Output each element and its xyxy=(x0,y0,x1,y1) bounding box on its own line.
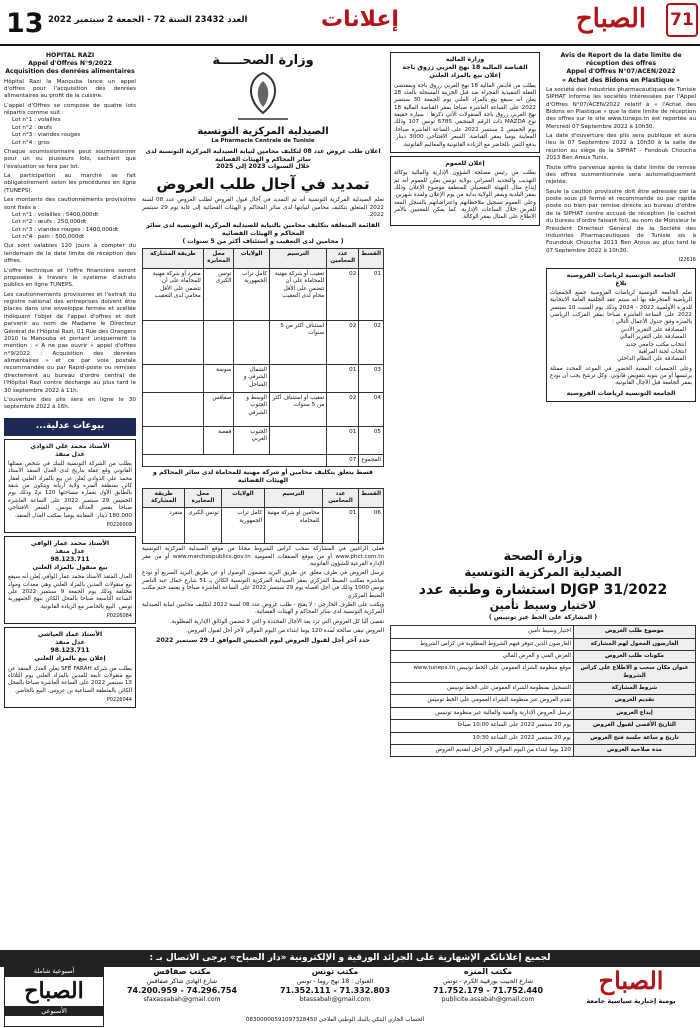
pct-lawyers-ad xyxy=(142,52,384,646)
table-row: تقديم العروض تقدم العروض عبر منظومة الشراء العمومي على الخط تونيبس xyxy=(391,695,696,707)
hopital-p5: Les montants des cautionnements provisoires sont fixés à : xyxy=(4,197,136,211)
hopital-p6: Qui sont valables 120 jours à compter du lendemain de la date limite de réception des offres. xyxy=(4,243,136,265)
table-row: العارضون المخول لهم المشاركة العارضون الذين تتوفر فيهم الشروط المطلوبة في كراس الشروط xyxy=(391,638,696,650)
table-row: 05 01 الجنوب الغربي قفصة xyxy=(143,426,384,454)
siphat-body-3: Toute offre parvenue après la date limite de remise des offres susmentionnée sera automatiquement rejetée. xyxy=(546,164,696,186)
list-item: Lot n°3 : viandes rouges xyxy=(12,132,81,139)
list-item: Lot n°1 : volailles xyxy=(12,117,61,124)
consult-object: لاختيار وسيط تأمين xyxy=(489,599,597,613)
page-number: 13 xyxy=(6,8,44,39)
table2-caption: قسط يتعلق بتكليف محامين أو شركة مهنية للمحاماة لدى سائر المحاكم و الهيئات القضائية xyxy=(153,469,373,485)
siphat-ao: Appel d'Offres N°07/ACEN/2022 xyxy=(566,68,676,76)
table-row: 01 02 تعقيب أو شركة مهنية للمحاماة على أن تتضمن على الأقل محام لدى التعقيب كامل تراب الجمهورية تونس الكبرى منفرد أو شركة مهنية للمحاماة على أن تتضمن على الأقل محامي لدى التعقيب xyxy=(143,268,384,320)
ministry-heading: وزارة الصحـــــة xyxy=(212,53,314,68)
contact-footer xyxy=(0,950,700,1028)
lawyers-table-2 xyxy=(142,488,384,545)
footer-banner: لجميع إعلاناتكم الإشهارية على الجرائد الورقية و الإلكترونية «دار الصباح» يرجى الاتصال بـ : xyxy=(0,951,700,967)
table-row: شروط المشاركة التسجيل بمنظومة الشراء العمومي على الخط تونيبس xyxy=(391,683,696,695)
left-column xyxy=(4,52,136,708)
issue-line: العدد 23432 السنة 72 - الجمعة 2 سبتمبر 2022 xyxy=(48,15,248,25)
brand-logo: الصباح xyxy=(575,4,647,34)
public-notice: إعلان للعموم بطلب من رئيس مصلحة الشؤون الإدارية والمالية بوكالة التهذيب والتجديد العمراني بولاية تونس يعلن للعموم أنه تم إيداع مثال التهيئة التفصيلي للمنطقة موضوع الإعلان وذلك بمقر البلدية وبمقر الولاية بداية من يوم الإعلان ولمدة شهرين. وعلى العموم تسجيل ملاحظاتهم واعتراضاتهم بالسجل المعد للغرض خلال الساعات الإدارية. كما يمكن للمعنيين بالأمر الاطلاع على المثال بمقر الوكالة. xyxy=(390,156,540,226)
legal-sales-strip: بيوعات عدلية... xyxy=(4,418,136,436)
hopital-p7: L'offre technique et l'offre financière seront proposées à travers le système d'achats publics en ligne TUNEPS. xyxy=(4,267,136,289)
list-item: انتخاب لجنة المراقبة xyxy=(638,348,686,355)
right-column-2 xyxy=(546,52,696,402)
ministry-heading: وزارة الصحة xyxy=(503,549,583,564)
list-item: المصادقة على النظام الداخلي xyxy=(617,356,686,363)
hopital-p2: L'appel d'Offres se compose de quatre lots répartis comme suit : xyxy=(4,102,136,117)
ad-reference: I22616 xyxy=(678,257,696,263)
daily-logo: الصباح يومية إخبارية سياسية جامعة xyxy=(586,966,676,1005)
pct-name: الصيدلية المركزية التونسية xyxy=(197,126,329,138)
right-column-1 xyxy=(390,52,540,226)
table-row: 03 01 الشمال الشرقي و الساحل سوسة xyxy=(143,364,384,392)
ad1-big-title: تمديد في آجال طلب العروض xyxy=(156,174,370,193)
table-row: 02 02 استئناف أكثر من 5 سنوات xyxy=(143,320,384,364)
table-row: التاريخ الأقصى لقبول العروض يوم 20 سبتمبر 2022 على الساعة 10:00 صباحا xyxy=(391,720,696,732)
email-link[interactable]: publicite.assabah@gmail.com xyxy=(441,996,535,1004)
table-header-row: القسط عدد المحامين الترسيم الولايات محل المخابرة طريقة المشاركة xyxy=(143,488,384,508)
hopital-ao: Appel d'Offres N°9/2022 xyxy=(28,60,112,68)
siphat-body-1: La société des Industries pharmaceutiques de Tunisie SIPHAT informe les sociétés intéressées par l'Appel d'Offres N°07/ACEN/2022 relatif à « l'Achat des Bidons en Plastique » que la date limite de réception des offres sur le site www.tuneps.tn est reportée au Mercredi 07 Septembre 2022 à 10h30. xyxy=(546,86,696,130)
agenda-list xyxy=(550,327,692,364)
table-row: 04 02 تعقيب أو استئناف أكثر من 5 سنوات الوسط و الجنوب الشرقي صفاقس xyxy=(143,392,384,426)
table-row: تاريخ و ساعة جلسة فتح العروض يوم 20 سبتمبر 2022 على الساعة 10:30 xyxy=(391,732,696,744)
email-link[interactable]: sfaxassabah@gmail.com xyxy=(143,996,221,1004)
table1-caption: القائمة المتعلقة بتكليف محامين بالنيابة للصيدلية المركزية التونسية لدى سائر المحاكم و الهيئات القضائية xyxy=(146,221,380,237)
hopital-p3: Chaque soumissionnaire peut soumissionner pour un ou plusieurs lots, sachant que l'évaluation se fera par lot. xyxy=(4,148,136,170)
table-row: عنوان مكان سحب و الاطلاع على كراس الشروط موقع منظومة الشراء العمومي على الخط تونيبس www.tuneps.tn xyxy=(391,663,696,683)
consult-table xyxy=(390,625,696,757)
table-row: مكونات طلب العروض العرض الفني و العرض المالي xyxy=(391,650,696,662)
email-link[interactable]: btassabah@gmail.com xyxy=(299,996,371,1004)
list-item: Lot n°4 : pain : 500,000dt xyxy=(12,234,85,241)
legal-notice-2: الأستاذ محمد عمار الوافي عدل منفذ 98.123.711 بيع منقول بالمزاد العلني العدل المنفذ الأستاذ محمد عمار الوافي يُعلن أنه سيقع بيع منقولات المدين بالمزاد العلني وهي معدات ومواد مختلفة وذلك يوم الجمعة 9 سبتمبر 2022 على الساعة التاسعة صباحا بالمحل الكائن بنهج الجمهورية تونس. البيع بالحاضر مع الزيادة القانونية. P0226084 xyxy=(4,536,136,624)
legal-notice-3: الأستاذ عماد العياشي عدل منفذ 98.123.711 إعلان بيع بالمزاد العلني بطلب من شركة SFE FARAH يعلن العدل المنفذ عن بيع منقولات تابعة للمدين بالمزاد العلني يوم الثلاثاء 13 سبتمبر 2022 على الساعة العاشرة صباحا بالمحل الكائن بالمنطقة الصناعية بن عروس. البيع بالحاضر. P0226044 xyxy=(4,627,136,708)
siphat-body-2: La date d'ouverture des plis sera publique et aura lieu le 07 Septembre 2022 à 10h30 à la salle de réunion au siège de la SIPHAT - Fondouk Choucha 2013 Ben Arous Tunis. xyxy=(546,133,696,162)
legal-notice-1: الأستاذ محمد علي الذوادي عدل منفذ بطلب من الشركة التونسية للبنك في شخص ممثلها القانوني وقع عقلة بتاريخ لدى العدل المنفذ الأستاذ محمد علي الذوادي يُعلن عن بيع بالمزاد العلني لعقار كائن بمنطقة المنزه ولاية أريانة ويتكون من شقة بالطابق الأول بعمارة مساحتها 120 م2 وذلك يوم الخميس 29 سبتمبر 2022 على الساعة العاشرة صباحا بقصر العدالة بتونس. السعر الافتتاحي 180.000 دينار. المعاينة يوميا بمكتب العدل المنفذ. P0226009 xyxy=(4,439,136,533)
ad-reference: P0226044 xyxy=(106,697,132,703)
table-row: موضوع طلب العروض اختيار وسيط تأمين xyxy=(391,626,696,638)
djgp-consultation xyxy=(390,548,696,757)
ad1-body-5: العروض تبقى صالحة لمدة 120 يوما ابتداء من اليوم الموالي لآخر أجل لقبول العروض. xyxy=(186,628,384,635)
office-tunis: مكتب تونس العنوان : 18 نهج روما - تونس 71.352.111 - 71.332.803 btassabah@gmail.com xyxy=(260,967,410,1004)
lawyers-table-1 xyxy=(142,248,384,467)
ad1-body-4: تقصى آليا كل العروض التي ترد بعد الآجال المحددة و التي لا تتضمن الوثائق الإدارية المطلوبة. xyxy=(170,618,384,625)
hopital-p1: Hôpital Razi la Manouba lance un appel d'offres pour l'acquisition des denrées alimentaires au profit de la cuisine. xyxy=(4,78,136,100)
finance-sale-notice: وزارة المالية القباضة المالية 18 نهج العربي زروق باجة إعلان بيع بالمزاد العلني يطلب من قابـض المالية 18 نهج العربي زروق باجة وبمقتضى العقلة التنفيذية المجراة ضد قبل الخزينة المسجلة بالعدد 28 يعلن أنه سيقع بيع بالمزاد العلني يوم الجمعة 30 سبتمبر 2022 على الساعة العاشرة صباحا بمقر القباضة المالية 18 نهج العربي زروق باجة المنقولات الآتي ذكرها : سيارة خفيفة نوع MAZDA ذات الرقم المنجمي 6785 تونس 107 وذلك يوم الخميس 1 سبتمبر 2022 على الساعة العاشرة صباحا. المعاينة يوميا بمقر القباضة. السعر الافتتاحي 3000 دينار. يدفع الثمن بالحاضر مع الزيادة القانونية والمعاليم القانونية. xyxy=(390,52,540,153)
masthead xyxy=(0,0,700,46)
table-total-row: المجموع 07 xyxy=(143,454,384,466)
table-row: 06 01 محامين أو شركة مهنية للمحاماة كامل تراب الجمهورية تونس الكبرى منفرد xyxy=(143,508,384,544)
anniversary-badge: 71 xyxy=(666,3,698,37)
pct-name: الصيدلية المركزية التونسية xyxy=(464,565,622,580)
federation-notice: الجامعة التونسية لرياضات الفروسية بلاغ تعلم الجامعة التونسية لرياضات الفروسية جميع الجمعيات الرياضية المنخرطة بها أنه سيتم عقد الجلسة العامة الانتخابية للدورة الأولمبية 2022 - 2024 وذلك يوم السبت 10 سبتمبر 2022 على الساعة العاشرة صباحا بمقر المركب الرياضي بالمنزه وفق جدول الأعمال التالي : المصادقة على التقرير الأدبي المصادقة على التقرير المالي انتخاب مكتب جامعي جديد انتخاب لجنة المراقبة المصادقة على النظام الداخلي وعلى الجمعيات المعنية الحضور في الموعد المحدد ممثلة برئيسها أو من ينوبه بتفويض قانوني. وكل ترشح يجب أن يودع بمقر الجامعة قبل الآجال القانونية. الجامعة التونسية لرياضات الفروسية xyxy=(546,268,696,402)
list-item: Lot n°3 : viandes rouges : 1400,000dt xyxy=(12,226,119,233)
consult-sub: ( المشاركة على الخط عبر تونيبس ) xyxy=(488,613,598,621)
section-title: إعلانات xyxy=(321,7,399,32)
bank-account: الحساب الجاري البنكي بالبنك الوطني الفلاحي 08300000591097328450 xyxy=(245,1017,425,1023)
table-row: مدة صلاحية العروض 120 يوما ابتداء من اليوم الموالي لآخر أجل لتقديم العروض xyxy=(391,744,696,756)
list-item: Lot n°2 : œufs : 250,000dt xyxy=(12,219,87,226)
office-menzah: مكتب المنزه شارع الحبيب بورقيبة الكرم - تونس 71.752.179 - 71.752.440 publicite.assabah@gmail.com xyxy=(418,967,558,1004)
lots-list xyxy=(4,117,136,147)
caution-list xyxy=(4,212,136,242)
table-row: إيداع العروض ترسل العروض الإدارية والفنية والمالية عبر منظومة تونيبس xyxy=(391,707,696,719)
office-sfax: مكتب صفاقس شارع الهادي شاكر صفاقس 74.200.959 - 74.296.754 sfaxassabah@gmail.com xyxy=(112,967,252,1004)
hopital-title: HOPITAL RAZI xyxy=(45,52,95,59)
hopital-p9: L'ouverture des plis sera en ligne le 30 septembre 2022 à 16h. xyxy=(4,396,136,411)
hopital-p4: La participation au marché se fait obligatoirement selon les procédures en ligne (TUNEPS). xyxy=(4,173,136,194)
pct-name-fr: La Pharmacie Centrale de Tunisie xyxy=(211,138,315,145)
ad1-line: اعلان طلب عروض عدد 08 لتكليف محامين لنيابة الصيدلية المركزية التونسية لدى سائر المحاكم و الهيئات القضائية xyxy=(145,147,381,163)
ad1-intro: تعلم الصيدلية المركزية التونسية أنه تم التمديد في آجال قبول العروض لطلب العروض عدد 08 لسنة 2022 المتعلق بتكليف محامين لنيابتها لدى سائر المحاكم و الهيئات القضائية إلى غاية يوم 29 سبتمبر 2022. xyxy=(142,197,384,219)
ad1-body-2: ترسل العروض في ظرف مغلق عن طريق البريد مضمون الوصول أو عن طريق البريد السريع أو تودع مباشرة بمكتب الضبط المركزي بمقر الصيدلية المركزية التونسية الكائن بـ 51 شارع جمال عبد الناصر تونس 1000 وذلك في أجل أقصاه يوم 29 سبتمبر 2022 على الساعة العاشرة صباحا و يعتمد ختم مكتب الضبط المركزي. xyxy=(142,570,384,599)
ad1-footer: حدد آخر أجل لقبول العروض ليوم الخميس الموافق لـ 29 سبتمبر 2022 xyxy=(156,637,370,645)
list-item: انتخاب مكتب جامعي جديد xyxy=(625,341,686,348)
ad1-body-3: ويكتب على الظرف الخارجي : لا يفتح - طلب عروض عدد 08 لسنة 2022 لتكليف محامين لنيابة الصيدلية المركزية التونسية لدى سائر المحاكم و الهيئات القضائية. xyxy=(142,601,384,616)
list-item: Lot n°4 : gros xyxy=(12,139,50,146)
pct-logo-icon xyxy=(218,69,308,125)
siphat-subject: « Achat des Bidons en Plastique » xyxy=(561,76,681,84)
table1-sub: ( محامين لدى التعقيب و استئناف أكثر من 5 سنوات ) xyxy=(182,237,344,245)
weekly-logo: أسبوعية شاملة الصباح الأسبوعي xyxy=(4,965,104,1027)
ad-reference: P0226084 xyxy=(106,613,132,620)
djgp-title: استشارة وطنية عدد DJGP 31/2022 xyxy=(418,581,668,598)
list-item: المصادقة على التقرير الأدبي xyxy=(620,326,686,333)
list-item: Lot n°2 : œufs xyxy=(12,124,52,131)
table-header-row: القسط عدد المحامين الترسيم الولايات محل المخابرة طريقة المشاركة xyxy=(143,249,384,269)
ad1-body-1: فعلى الراغبين في المشاركة سحب كراس الشروط مجانا من موقع الصيدلية المركزية التونسية www.phct.com.tn أو من موقع الصفقات العمومية www.marchespublics.gov.tn أو من مقر الإدارة الفرعية للشؤون القانونية. xyxy=(142,546,384,568)
ad-reference: P0226009 xyxy=(106,521,132,528)
ad1-years: خلال السنوات 2023 إلى 2025 xyxy=(216,163,310,171)
siphat-body-4: Seule la caution provisoire doit être adressée par la poste sous pli fermé et recommandé ou par rapide poste ou bien par remise directe au bureau d'ordre de la SIPHAT contre accusé de réception (le cachet du bureau d'ordre faisant foi), au nom de Monsieur le Président Directeur Général de la Société des Industries Pharmaceutiques de Tunisie sis à Foundouk Choucha 2013 Ben Arous au plus tard le 07 Septembre 2022 à 10h30. xyxy=(546,188,696,254)
list-item: Lot n°1 : volailles : 5400,000dt xyxy=(12,211,99,218)
list-item: المصادقة على التقرير المالي xyxy=(619,334,686,341)
hopital-p8: Les cautionnements provisoires et l'extrait du registre national des entreprises doivent être placés dans une enveloppe fermée et scellée indiquant l'objet de l'appel d'offres et doit parvenir au nom de Madame le Directeur Général de l'Hôpital Razi, 01 Rue des Orangers 2010 la Manouba et portant uniquement la mention : « A ne pas ouvrir » appel d'offres n°9/2022 : Acquisition des denrées alimentaires » et ce par voie postale recommandée ou par Rapid-poste ou remises directement au bureau d'ordre central de l'Hôpital Razi contre décharge au plus tard le 30 septembre 2022 à 11h. xyxy=(4,291,136,394)
hopital-subject: Acquisition des denrées alimentaires xyxy=(5,68,135,76)
siphat-title: Avis de Report de la date limite de réception des offres xyxy=(560,52,682,68)
